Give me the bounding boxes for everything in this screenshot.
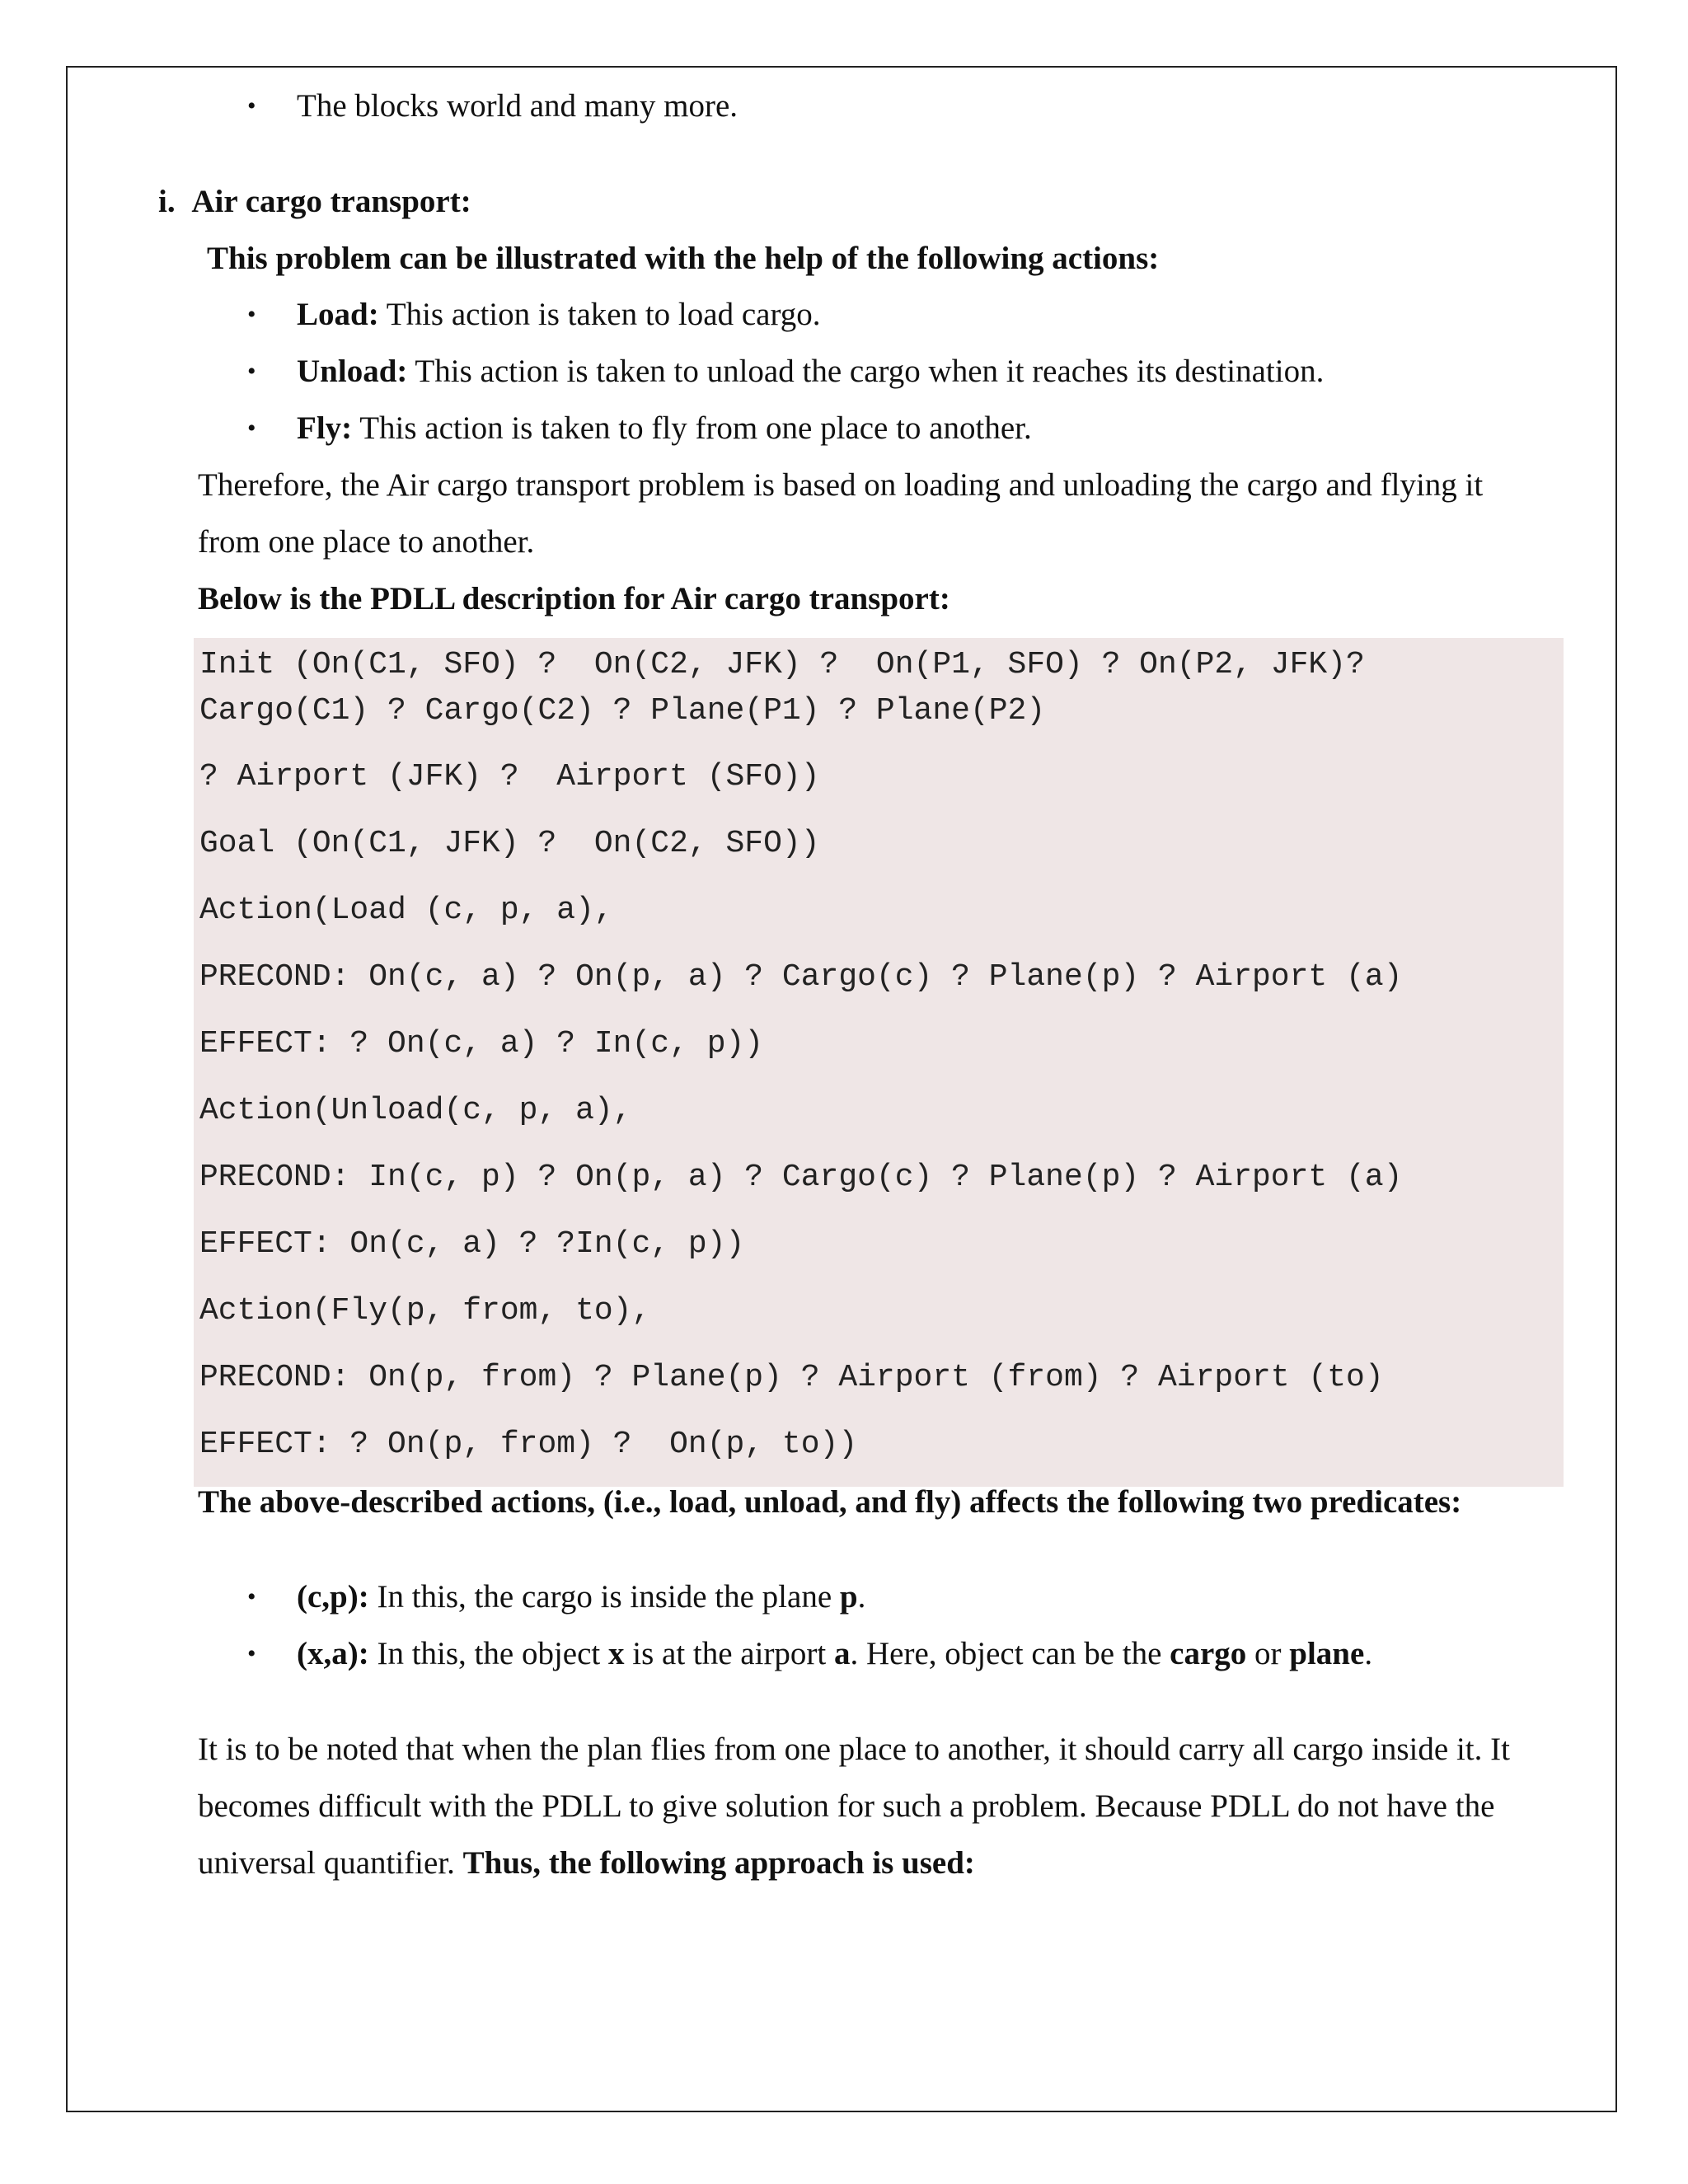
code-line: Goal (On(C1, JFK) ? On(C2, SFO)): [199, 826, 820, 861]
predicate-bold: plane: [1289, 1636, 1365, 1671]
code-line: ? Airport (JFK) ? Airport (SFO)): [199, 759, 820, 794]
code-line: EFFECT: ? On(c, a) ? In(c, p)): [199, 1026, 764, 1062]
predicate-text: or: [1246, 1636, 1290, 1671]
predicate-item-xa: [297, 1635, 1372, 1673]
bullet-dot: •: [247, 358, 256, 385]
predicate-text: .: [1364, 1636, 1373, 1671]
intro-bullet-text: The blocks world and many more.: [297, 88, 738, 124]
action-label: Load:: [297, 297, 379, 332]
predicate-label: (c,p):: [297, 1579, 369, 1615]
bullet-dot: •: [247, 415, 256, 442]
section-subtitle: [207, 240, 1159, 278]
action-label: Fly:: [297, 410, 353, 446]
code-line: Action(Unload(c, p, a),: [199, 1093, 632, 1128]
section-marker: i.: [158, 184, 176, 219]
code-line: PRECOND: On(c, a) ? On(p, a) ? Cargo(c) ? Plane(p) ? Airport (a): [199, 959, 1403, 995]
predicate-bold: p: [839, 1579, 858, 1615]
section-heading: [158, 183, 471, 221]
closing-line-2: becomes difficult with the PDLL to give solution for such a problem. Because PDLL do not have the: [198, 1788, 1495, 1824]
closing-line-3: [198, 1844, 975, 1882]
action-item-unload: [297, 353, 1324, 391]
action-label: Unload:: [297, 354, 408, 389]
summary-line-1: Therefore, the Air cargo transport problem is based on loading and unloading the cargo and flying it: [198, 467, 1484, 503]
summary-line-2: from one place to another.: [198, 524, 535, 560]
pddl-heading: [198, 580, 950, 618]
code-line: EFFECT: On(c, a) ? ?In(c, p)): [199, 1226, 745, 1262]
predicate-text: In this, the cargo is inside the plane: [368, 1579, 840, 1615]
closing-text: universal quantifier.: [198, 1845, 463, 1881]
predicate-bold: a: [834, 1636, 851, 1671]
predicate-text: is at the airport: [624, 1636, 835, 1671]
bullet-dot: •: [247, 92, 256, 120]
predicate-text: In this, the object: [368, 1636, 608, 1671]
section-subtitle-text: This problem can be illustrated with the help of the following actions:: [207, 241, 1160, 276]
code-line: Cargo(C1) ? Cargo(C2) ? Plane(P1) ? Plane(P2): [199, 693, 1046, 729]
predicate-label: (x,a):: [297, 1636, 369, 1671]
bullet-dot: •: [247, 301, 256, 328]
predicate-text: . Here, object can be the: [850, 1636, 1170, 1671]
code-line: Action(Fly(p, from, to),: [199, 1293, 651, 1329]
action-text: This action is taken to fly from one place to another.: [352, 410, 1032, 446]
predicates-heading: [198, 1483, 1461, 1521]
action-text: This action is taken to load cargo.: [378, 297, 821, 332]
predicate-bold: cargo: [1170, 1636, 1247, 1671]
closing-bold: Thus, the following approach is used:: [462, 1845, 975, 1881]
code-line: PRECOND: In(c, p) ? On(p, a) ? Cargo(c) ? Plane(p) ? Airport (a): [199, 1160, 1403, 1195]
predicate-bold: x: [608, 1636, 625, 1671]
bullet-dot: •: [247, 1583, 256, 1610]
action-item-fly: [297, 410, 1032, 448]
pddl-heading-text: Below is the PDLL description for Air cargo transport:: [198, 581, 950, 616]
action-item-load: [297, 296, 820, 334]
section-title: Air cargo transport:: [191, 184, 471, 219]
predicate-text: .: [857, 1579, 866, 1615]
closing-line-1: It is to be noted that when the plan flies from one place to another, it should carry all cargo inside it. It: [198, 1732, 1510, 1767]
bullet-dot: •: [247, 1640, 256, 1667]
code-line: PRECOND: On(p, from) ? Plane(p) ? Airport (from) ? Airport (to): [199, 1360, 1384, 1395]
code-line: EFFECT: ? On(p, from) ? On(p, to)): [199, 1427, 858, 1462]
code-line: Init (On(C1, SFO) ? On(C2, JFK) ? On(P1, SFO) ? On(P2, JFK)?: [199, 647, 1365, 682]
action-text: This action is taken to unload the cargo when it reaches its destination.: [407, 354, 1325, 389]
predicate-item-cp: [297, 1578, 865, 1616]
code-line: Action(Load (c, p, a),: [199, 893, 613, 928]
predicates-heading-text: The above-described actions, (i.e., load, unload, and fly) affects the following two predicates:: [198, 1484, 1462, 1520]
